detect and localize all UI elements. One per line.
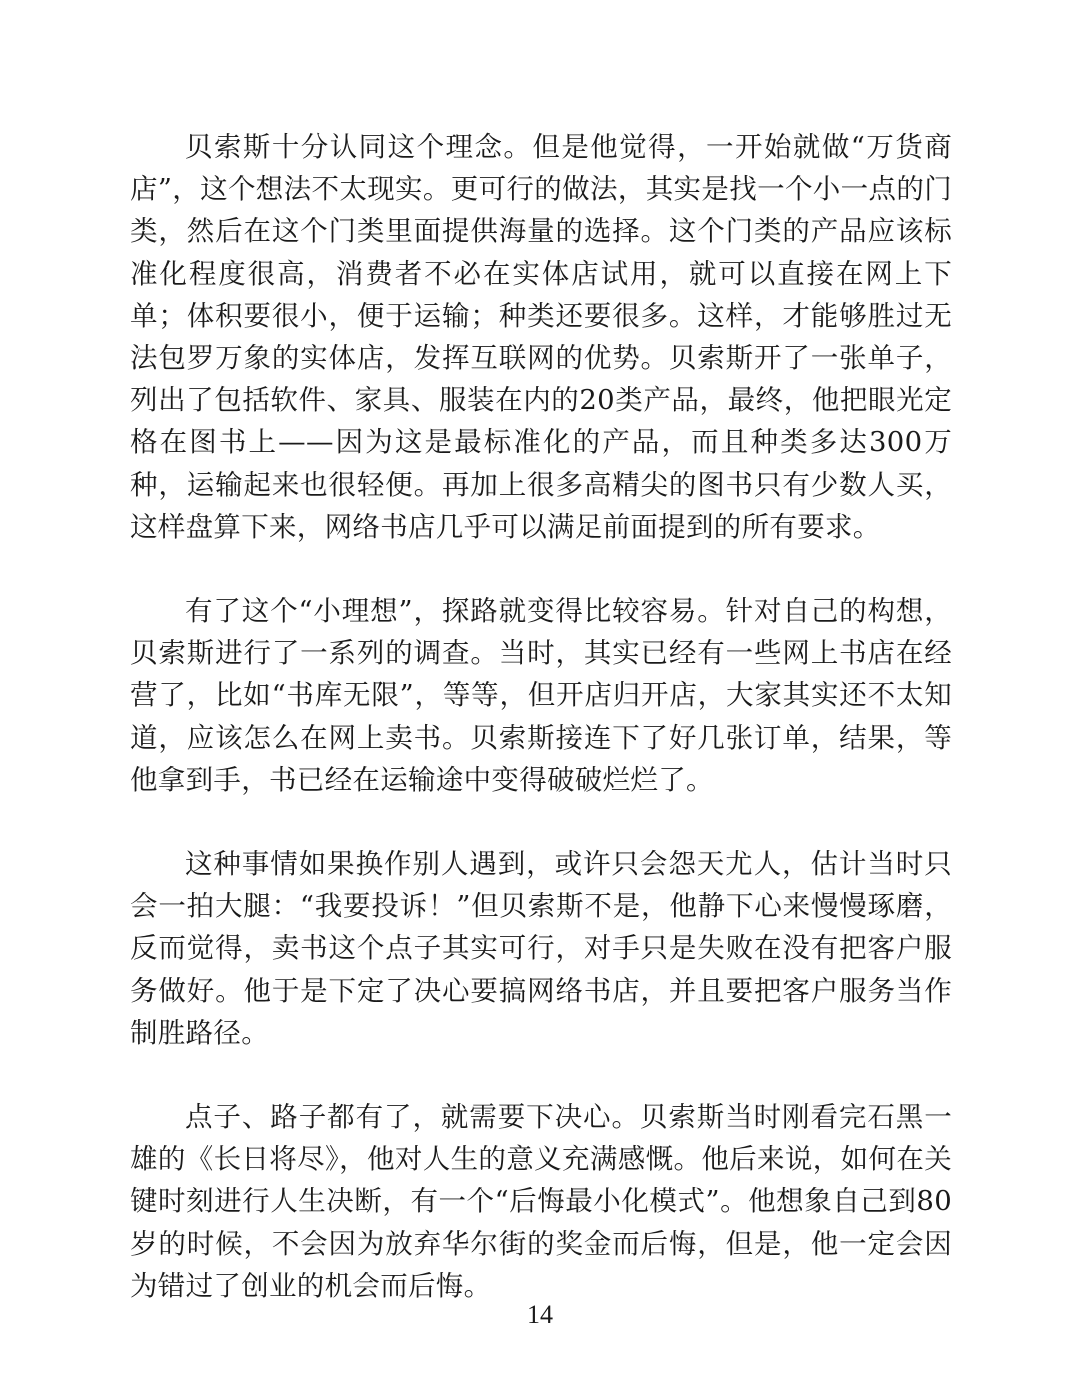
paragraph-3: 这种事情如果换作别人遇到，或许只会怨天尤人，估计当时只会一拍大腿：“我要投诉！”但贝索斯不是，他静下心来慢慢琢磨，反而觉得，卖书这个点子其实可行，对手只是失败在没有把客户服务做好。他于是下定了决心要搞网络书店，并且要把客户服务当作制胜路径。	[130, 848, 952, 1049]
page-number: 14	[527, 1300, 553, 1329]
paragraph-2: 有了这个“小理想”，探路就变得比较容易。针对自己的构想，贝索斯进行了一系列的调查。当时，其实已经有一些网上书店在经营了，比如“书库无限”，等等，但开店归开店，大家其实还不太知道，应该怎么在网上卖书。贝索斯接连下了好几张订单，结果，等他拿到手，书已经在运输途中变得破破烂烂了。	[130, 595, 952, 796]
paragraph-1: 贝索斯十分认同这个理念。但是他觉得，一开始就做“万货商店”，这个想法不太现实。更可行的做法，其实是找一个小一点的门类，然后在这个门类里面提供海量的选择。这个门类的产品应该标准化程度很高，消费者不必在实体店试用，就可以直接在网上下单；体积要很小，便于运输；种类还要很多。这样，才能够胜过无法包罗万象的实体店，发挥互联网的优势。贝索斯开了一张单子，列出了包括软件、家具、服装在内的20类产品，最终，他把眼光定格在图书上——因为这是最标准化的产品，而且种类多达300万种，运输起来也很轻便。再加上很多高精尖的图书只有少数人买，这样盘算下来，网络书店几乎可以满足前面提到的所有要求。	[130, 131, 952, 543]
page-body	[130, 126, 952, 1349]
paragraph-4: 点子、路子都有了，就需要下决心。贝索斯当时刚看完石黑一雄的《长日将尽》，他对人生的意义充满感慨。他后来说，如何在关键时刻进行人生决断，有一个“后悔最小化模式”。他想象自己到80岁的时候，不会因为放弃华尔街的奖金而后悔，但是，他一定会因为错过了创业的机会而后悔。	[130, 1101, 952, 1302]
